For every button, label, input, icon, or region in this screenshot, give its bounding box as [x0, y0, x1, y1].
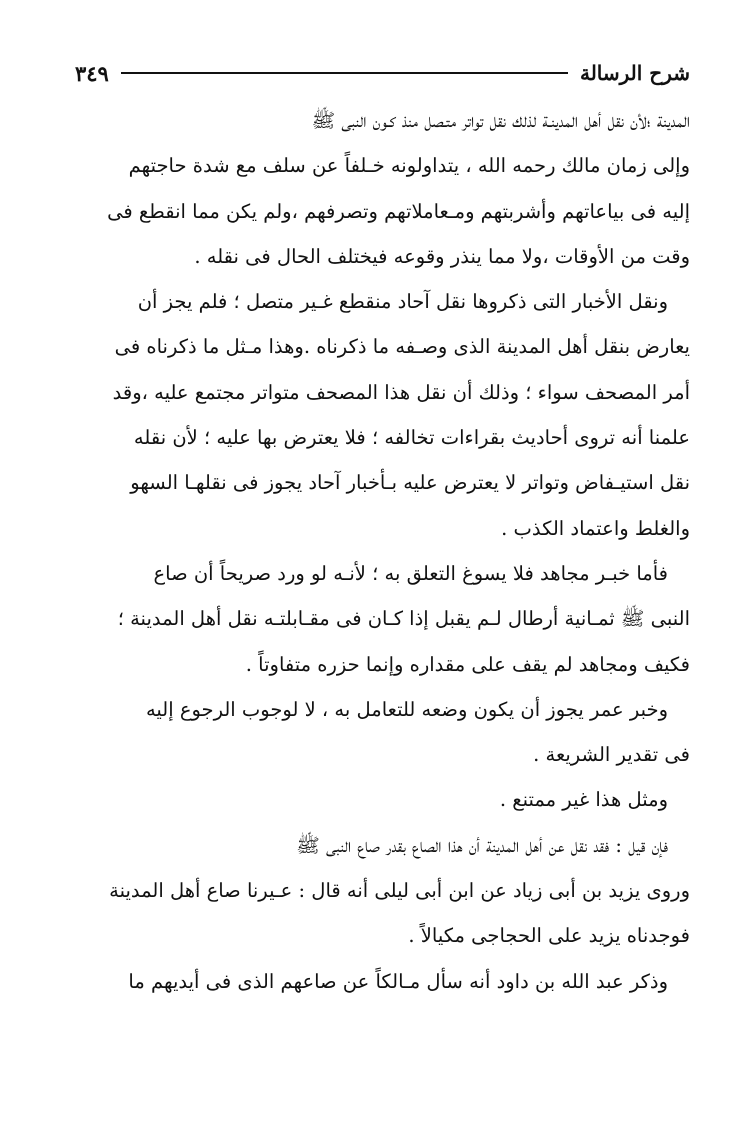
text-line: فى تقدير الشريعة . [533, 743, 690, 767]
text-line: وذكر عبد الله بن داود أنه سأل مـالكاً عن صاعهم الذى فى أيديهم ما [128, 969, 668, 993]
text-line: وقت من الأوقات ،ولا مما ينذر وقوعه فيختلف الحال فى نقله . [194, 244, 690, 268]
running-title: شرح الرسالة [579, 61, 690, 85]
text-line: وإلى زمان مالك رحمه الله ، يتداولونه خـلفاً عن سلف مع شدة حاجتهم [128, 154, 690, 178]
header-rule [121, 72, 568, 74]
text-line: فكيف ومجاهد لم يقف على مقداره وإنما حزره متفاوتاً . [245, 652, 690, 676]
text-line: فإن قيل : فقد نقل عن أهل المدينة أن هذا الصاع بقدر صاع النبى ﷺ [296, 833, 668, 857]
text-line: النبى ﷺ ثمـانية أرطال لـم يقبل إذا كـان فى مقـابلتـه نقل أهل المدينة ؛ [117, 607, 690, 631]
text-line: فأما خبـر مجاهد فلا يسوغ التعلق به ؛ لأنـه لو ورد صريحاً أن صاع [153, 561, 668, 585]
text-line: المدينة ؛لأن نقل أهل المدينـة لذلك نقل تواتر متـصل منذ كـون النبى ﷺ [311, 109, 690, 132]
text-line: وخبر عمر يجوز أن يكون وضعه للتعامل به ، لا لوجوب الرجوع إليه [145, 697, 668, 721]
text-line: نقل استيـفاض وتواتر لا يعترض عليه بـأخبار آحاد يجوز فى نقلهـا السهو [130, 471, 690, 495]
text-line: ونقل الأخبار التى ذكروها نقل آحاد منقطع غـير متصل ؛ فلم يجز أن [137, 290, 668, 314]
text-line: يعارض بنقل أهل المدينة الذى وصـفه ما ذكرناه .وهذا مـثل ما ذكرناه فى [114, 335, 690, 359]
text-line: فوجدناه يزيد على الحجاجى مكيالاً . [408, 924, 690, 948]
body-text [75, 98, 690, 1004]
page-header [75, 58, 690, 88]
text-line: إليه فى بياعاتهم وأشربتهم ومـعاملاتهم وتصرفهم ،ولم يكن مما انقطع فى [107, 199, 690, 223]
page-number: ٣٤٩ [75, 60, 109, 86]
text-line: ومثل هذا غير ممتنع . [499, 788, 668, 812]
text-line: علمنا أنه تروى أحاديث بقراءات تخالفه ؛ فلا يعترض بها عليه ؛ لأن نقله [133, 426, 690, 450]
text-line: والغلط واعتماد الكذب . [501, 516, 690, 540]
text-line: أمر المصحف سواء ؛ وذلك أن نقل هذا المصحف متواتر مجتمع عليه ،وقد [112, 380, 690, 404]
text-line: وروى يزيد بن أبى زياد عن ابن أبى ليلى أنه قال : عـيرنا صاع أهل المدينة [109, 879, 690, 903]
